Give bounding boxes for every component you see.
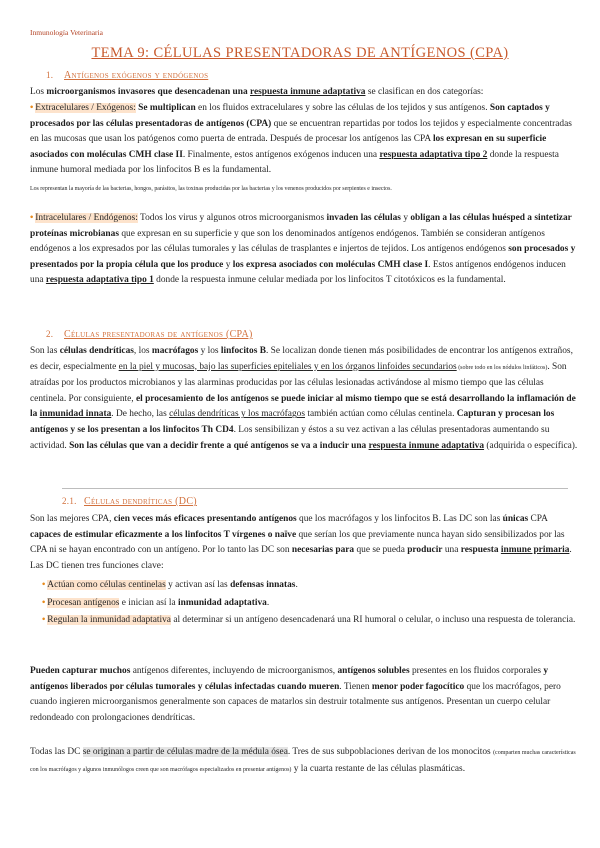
text-run: (comparten muchas características con los macrófagos y algunos inmunólogos creen que son macrófagos especializados en presentar antígenos) <box>30 750 576 773</box>
text-run: y los <box>198 346 221 356</box>
dc-paragraph-2 <box>30 664 578 726</box>
text-run: que expresan en su superficie y que son los denominados antígenos endógenos. También se consideran antígenos endógenos a los expresados por las células tumorales y las células de trasplantes e injertos de tejidos. Los antígenos endógenos <box>30 228 545 255</box>
text-run: CPA <box>528 514 548 524</box>
section-2-heading <box>46 329 253 340</box>
text-run: defensas innatas <box>230 580 296 590</box>
text-run: el procesamiento de los antígenos se puede iniciar al mismo tiempo que se está desarrollando la inflamación de la <box>30 393 576 420</box>
text-run: Procesan antígenos <box>47 598 120 608</box>
dc-function-bullet-1 <box>42 578 578 594</box>
bullet-icon: • <box>42 580 46 590</box>
text-run: Pueden capturar muchos <box>30 666 131 676</box>
text-run: respuesta <box>460 545 501 556</box>
bullet-icon: • <box>30 213 34 223</box>
text-run: se clasifican en dos categorías: <box>365 87 484 97</box>
text-run: son procesados y presentados por la propia célula que los produce <box>30 244 576 270</box>
section-2-1-number: 2.1. <box>62 496 77 506</box>
text-run: que serían los que previamente nunca hayan sido sensibilizados por las CPA ni se hayan encontrado con un antígeno. Por lo tanto las DC son <box>30 529 565 556</box>
text-run: una <box>442 545 461 556</box>
text-run: inmunidad innata <box>39 409 112 420</box>
text-run: únicas <box>502 514 529 524</box>
text-run: . <box>295 580 298 590</box>
endogenous-paragraph <box>30 211 578 289</box>
text-run: Se multiplican <box>138 103 196 113</box>
text-run: que se encuentran repartidas por todos los tejidos y especialmente concentradas en las mucosas que usan los patógenos como puerta de entrada. Después de procesar los antígenos las CPA <box>30 118 572 145</box>
text-run: (adquirida o específica). <box>484 440 578 451</box>
text-run: linfocitos B <box>220 346 266 356</box>
text-run: Todas las DC <box>30 747 83 757</box>
section-1-number: 1. <box>46 70 54 80</box>
text-run: e inician así la <box>119 598 178 608</box>
section-1-intro <box>30 85 578 101</box>
text-run: células dendríticas y los macrófagos <box>169 409 305 420</box>
text-run: y la cuarta restante de las células plasmáticas. <box>291 763 466 774</box>
text-run: inmune primaria <box>500 545 570 556</box>
text-run: . Se localizan donde tienen más posibilidades de encontrar los antígenos extraños, es decir, especialmente <box>30 346 573 372</box>
text-run: que los macrófagos, pero cuando ingieren microorganismos generalmente son capaces de matarlos sin destruir totalmente sus antígenos. Presentan un cuerpo celular redondeado con prolongaciones dendríticas. <box>30 681 561 723</box>
text-run: obligan a las células huésped a sintetizar proteínas microbianas <box>30 213 572 239</box>
text-run: invaden las células <box>326 213 401 223</box>
text-run: macrófagos <box>151 346 199 356</box>
text-run: células dendríticas <box>59 346 134 356</box>
text-run: cien veces más eficaces presentando antígenos <box>113 514 297 524</box>
text-run: Son las mejores CPA, <box>30 514 114 524</box>
text-run: menor poder fagocítico <box>371 681 465 692</box>
text-run: donde la respuesta inmune humoral mediada por los linfocitos B es la fundamental. <box>30 149 559 176</box>
text-run: inmunidad adaptativa <box>178 598 267 608</box>
exogenous-paragraph <box>30 101 578 179</box>
text-run: . <box>266 598 270 608</box>
section-2-1-heading <box>62 496 197 507</box>
text-run: en los fluidos extracelulares y sobre las células de los tejidos y sus antígenos. <box>195 103 490 113</box>
text-run: antígenos solubles <box>337 666 410 676</box>
text-run: que los macrófagos y los linfocitos B. Las DC son las <box>296 514 503 524</box>
text-run: que se pueda <box>354 545 408 556</box>
text-run: Actúan como células centinelas <box>47 580 166 590</box>
exogenous-note: Los representan la mayoría de las bacterias, hongos, parásitos, las toxinas producidas por las bacterias y los venenos producidos por serpientes e insectos. <box>30 186 392 192</box>
dc-paragraph-3 <box>30 745 578 778</box>
page-header: Inmunología Veterinaria <box>30 28 103 37</box>
text-run: . Tres de sus subpoblaciones derivan de los monocitos <box>287 747 494 757</box>
text-run: y <box>223 259 233 270</box>
text-run: . Tienen <box>339 681 372 692</box>
text-run: Son las <box>30 346 60 356</box>
dc-paragraph-1 <box>30 512 578 574</box>
text-run: necesarias para <box>291 545 355 556</box>
section-2-number: 2. <box>46 329 54 339</box>
text-run: , los <box>133 346 152 356</box>
text-run: producir <box>407 545 443 556</box>
text-run: . Los sensibilizan y éstos a su vez activan a las células presentadoras aumentando su actividad. <box>30 424 550 451</box>
text-run: . Finalmente, estos antígenos exógenos inducen una <box>182 149 380 160</box>
bullet-icon: • <box>30 103 34 113</box>
text-run: Regulan la inmunidad adaptativa <box>47 615 171 625</box>
text-run: Todos los virus y algunos otros microorganismos <box>137 213 327 223</box>
text-run: capaces de estimular eficazmente a los linfocitos T vírgenes o naïve <box>30 529 297 540</box>
text-run: y antígenos liberados por células tumorales y células infectadas cuando mueren <box>30 666 549 692</box>
text-run: al determinar si un antígeno desencadenará una RI humoral o celular, o incluso una respuesta de tolerancia. <box>170 615 576 625</box>
text-run: respuesta adaptativa tipo 1 <box>45 275 154 286</box>
text-run: y activan así las <box>165 580 231 590</box>
section-1-heading <box>46 70 208 81</box>
section-2-1-title: Células dendríticas (DC) <box>84 496 197 507</box>
dc-function-bullet-3 <box>42 613 578 629</box>
text-run: y <box>400 213 411 223</box>
text-run: presentes en los fluidos corporales <box>409 666 544 676</box>
section-2-title: Células presentadoras de antígenos (CPA) <box>64 329 253 340</box>
bullet-icon: • <box>42 598 46 608</box>
text-run: los expresan en su superficie asociados con moléculas CMH clase II <box>30 134 547 160</box>
text-run: donde la respuesta inmune celular mediada por los linfocitos T citotóxicos es la fundamental. <box>153 275 506 286</box>
text-run: . Las DC tienen tres funciones clave: <box>30 545 572 571</box>
text-run: Los <box>30 87 47 97</box>
text-run: (sobre todo en los nódulos linfáticos) <box>456 364 548 371</box>
text-run: respuesta adaptativa tipo 2 <box>379 149 488 160</box>
text-run: se originan a partir de células madre de la médula ósea <box>82 747 288 757</box>
text-run: Extracelulares / Exógenos: <box>35 103 136 113</box>
text-run: antígenos diferentes, incluyendo de microorganismos, <box>130 666 338 676</box>
text-run: microorganismos invasores que desencadenan una <box>46 87 250 97</box>
text-run: también actúan como células centinela. <box>305 409 457 420</box>
section-divider <box>62 488 568 489</box>
text-run: Capturan y procesan los antígenos y se los presentan a los linfocitos Th CD4 <box>30 409 555 435</box>
text-run: . Son atraídas por los productos microbianos y las alarminas producidas por las células lesionadas activándose al mismo tiempo que las células centinela. Por consiguiente, <box>30 361 567 404</box>
text-run: Son las células que van a decidir frente a qué antígenos se va a inducir una <box>69 440 369 451</box>
text-run: en la piel y mucosas, bajo las superficies epiteliales y en los órganos linfoides secundarios <box>118 361 457 372</box>
text-run: respuesta inmune adaptativa <box>368 440 485 451</box>
text-run: . De hecho, las <box>111 409 170 420</box>
section-1-title: Antígenos exógenos y endógenos <box>64 70 209 81</box>
bullet-icon: • <box>42 615 46 625</box>
section-2-paragraph <box>30 344 578 454</box>
dc-function-bullet-2 <box>42 596 578 612</box>
text-run: respuesta inmune adaptativa <box>250 87 366 97</box>
page-title: TEMA 9: CÉLULAS PRESENTADORAS DE ANTÍGENOS (CPA) <box>91 45 509 61</box>
text-run: . Estos antígenos endógenos inducen una <box>30 259 566 286</box>
text-run: Son captados y procesados por las células presentadoras de antígenos (CPA) <box>30 103 550 129</box>
text-run: los expresa asociados con moléculas CMH clase I <box>232 259 429 270</box>
text-run: Intracelulares / Endógenos: <box>35 213 138 223</box>
